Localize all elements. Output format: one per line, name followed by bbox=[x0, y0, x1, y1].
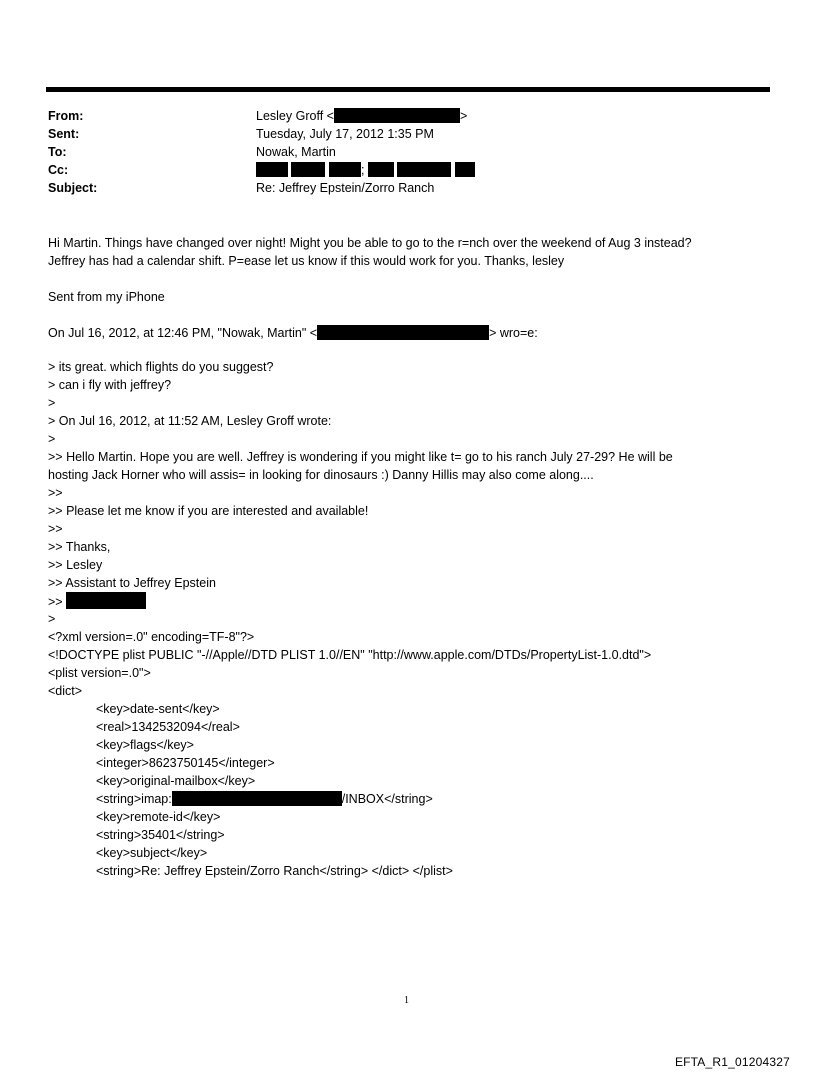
cc-value bbox=[256, 161, 475, 179]
sent-from-line: Sent from my iPhone bbox=[48, 290, 165, 304]
from-close: > bbox=[459, 109, 468, 123]
document-id: EFTA_R1_01204327 bbox=[674, 1055, 790, 1069]
quote-intro bbox=[48, 324, 538, 342]
quoted-line: > bbox=[48, 396, 56, 410]
quoted-line: > bbox=[48, 612, 56, 626]
redaction-block bbox=[329, 162, 361, 177]
quoted-line: >> bbox=[48, 486, 63, 500]
cc-separator: ; bbox=[360, 163, 365, 177]
xml-line: <real>1342532094</real> bbox=[96, 720, 240, 734]
from-value bbox=[256, 107, 467, 125]
to-value: Nowak, Martin bbox=[256, 145, 336, 159]
to-label: To: bbox=[48, 145, 67, 159]
redaction-block bbox=[172, 791, 342, 806]
quoted-line: > can i fly with jeffrey? bbox=[48, 378, 172, 392]
header-rule bbox=[46, 87, 770, 92]
message-line: Jeffrey has had a calendar shift. P=ease let us know if this would work for you. Thanks, lesley bbox=[48, 254, 565, 268]
cc-label: Cc: bbox=[48, 163, 69, 177]
quoted-line: >> Assistant to Jeffrey Epstein bbox=[48, 576, 216, 590]
message-line: Hi Martin. Things have changed over night! Might you be able to go to the r=nch over the weekend of Aug 3 instead? bbox=[48, 236, 692, 250]
quoted-line bbox=[48, 592, 146, 611]
page-number: 1 bbox=[404, 995, 409, 1006]
redaction-block bbox=[334, 108, 460, 123]
xml-line bbox=[96, 790, 433, 808]
xml-line: <plist version=.0"> bbox=[48, 666, 151, 680]
quoted-line: >> bbox=[48, 522, 63, 536]
redaction-block bbox=[455, 162, 475, 177]
sent-value: Tuesday, July 17, 2012 1:35 PM bbox=[256, 127, 434, 141]
xml-line: <key>flags</key> bbox=[96, 738, 194, 752]
xml-line: <dict> bbox=[48, 684, 83, 698]
xml-line: <key>date-sent</key> bbox=[96, 702, 220, 716]
quoted-line: > bbox=[48, 432, 56, 446]
quoted-line: > its great. which flights do you suggest? bbox=[48, 360, 274, 374]
subject-value: Re: Jeffrey Epstein/Zorro Ranch bbox=[256, 181, 435, 195]
from-label: From: bbox=[48, 109, 84, 123]
quoted-line: hosting Jack Horner who will assis= in looking for dinosaurs :) Danny Hillis may also come along.... bbox=[48, 468, 594, 482]
redaction-block bbox=[66, 592, 146, 609]
quoted-line: >> Hello Martin. Hope you are well. Jeffrey is wondering if you might like t= go to his ranch July 27-29? He will be bbox=[48, 450, 673, 464]
xml-line: <?xml version=.0" encoding=TF-8"?> bbox=[48, 630, 255, 644]
xml-line: <string>Re: Jeffrey Epstein/Zorro Ranch</string> </dict> </plist> bbox=[96, 864, 453, 878]
quote-intro-end: > wro=e: bbox=[489, 326, 538, 340]
xml-line: <string>35401</string> bbox=[96, 828, 225, 842]
redaction-block bbox=[317, 325, 489, 340]
xml-line: <key>subject</key> bbox=[96, 846, 208, 860]
xml-line: <!DOCTYPE plist PUBLIC "-//Apple//DTD PLIST 1.0//EN" "http://www.apple.com/DTDs/PropertyList-1.0.dtd"> bbox=[48, 648, 652, 662]
quoted-line: > On Jul 16, 2012, at 11:52 AM, Lesley Groff wrote: bbox=[48, 414, 332, 428]
xml-line: <integer>8623750145</integer> bbox=[96, 756, 275, 770]
quote-intro-start: On Jul 16, 2012, at 12:46 PM, "Nowak, Martin" < bbox=[48, 326, 318, 340]
redaction-block bbox=[256, 162, 288, 177]
xml-imap-end: /INBOX</string> bbox=[341, 792, 433, 806]
from-name: Lesley Groff < bbox=[256, 109, 334, 123]
quote-marker: >> bbox=[48, 595, 63, 609]
redaction-block bbox=[368, 162, 394, 177]
redaction-block bbox=[291, 162, 325, 177]
redaction-block bbox=[397, 162, 451, 177]
subject-label: Subject: bbox=[48, 181, 98, 195]
sent-label: Sent: bbox=[48, 127, 80, 141]
xml-line: <key>remote-id</key> bbox=[96, 810, 221, 824]
xml-imap-start: <string>imap: bbox=[96, 792, 172, 806]
xml-line: <key>original-mailbox</key> bbox=[96, 774, 256, 788]
quoted-line: >> Lesley bbox=[48, 558, 103, 572]
quoted-line: >> Please let me know if you are interested and available! bbox=[48, 504, 369, 518]
quoted-line: >> Thanks, bbox=[48, 540, 111, 554]
